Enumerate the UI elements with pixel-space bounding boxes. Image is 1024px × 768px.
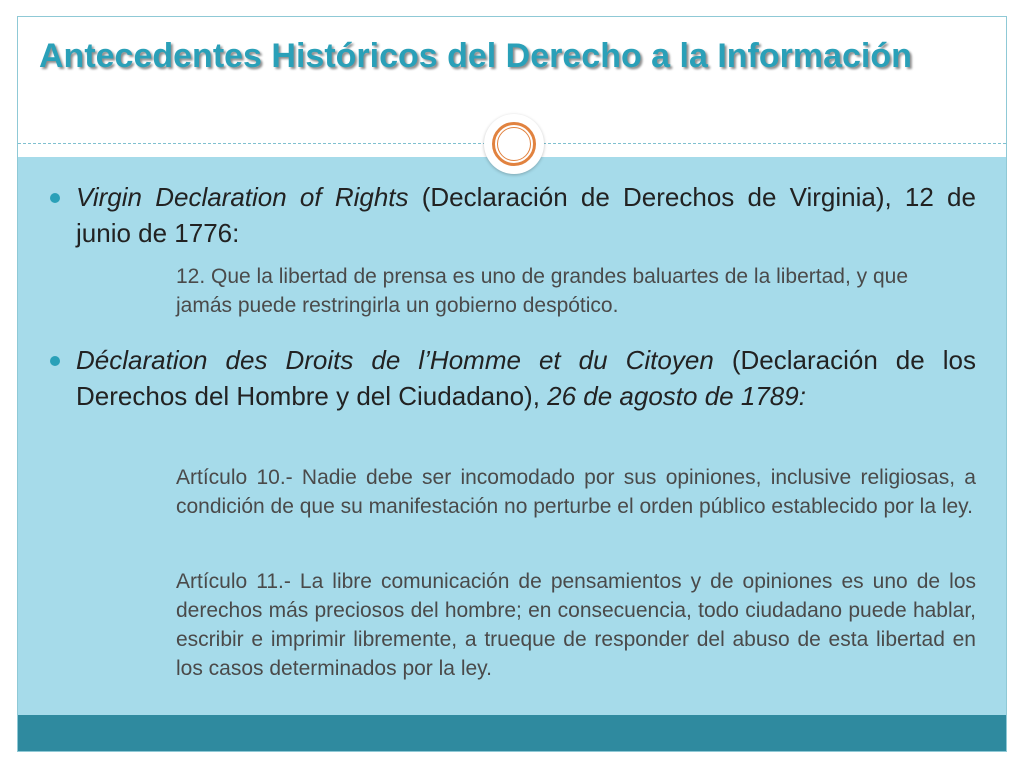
document-date: 26 de agosto de 1789: [547,381,806,411]
round-bullet-icon [50,356,60,366]
list-item-declaration [76,342,976,414]
document-description: (Declaración de los Derechos del Hombre y del Ciudadano), [76,345,976,411]
quote-articulo-10: Artículo 10.- Nadie debe ser incomodado por sus opiniones, inclusive religiosas, a condición de que su manifestación no perturbe el orden público establecido por la ley. [176,466,976,518]
document-name: Virgin Declaration of Rights [76,182,409,212]
round-bullet-icon [50,193,60,203]
document-name: Déclaration des Droits de l’Homme et du Citoyen [76,345,714,375]
quote-articulo-11: Artículo 11.- La libre comunicación de pensamientos y de opiniones es uno de los derechos más preciosos del hombre; en consecuencia, todo ciudadano puede hablar, escribir e imprimir libremente, a trueque de responder del abuso de esta libertad en los casos determinados por la ley. [176,570,976,680]
quote-virginia-12: 12. Que la libertad de prensa es uno de grandes baluartes de la libertad, y que jamás puede restringirla un gobierno despótico. [176,265,908,317]
document-description: (Declaración de Derechos de Virginia), 12 de junio de 1776: [76,182,976,248]
slide-title: Antecedentes Históricos del Derecho a la Información [39,37,912,75]
list-item-virginia [76,179,976,251]
